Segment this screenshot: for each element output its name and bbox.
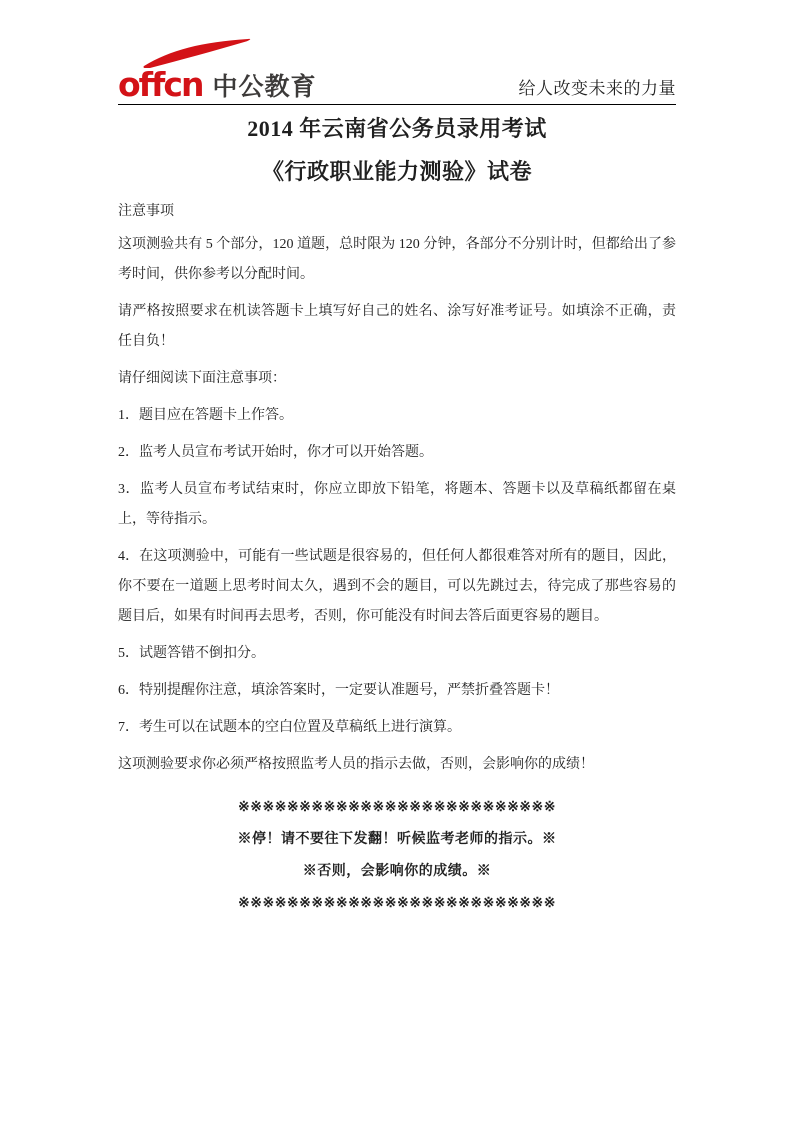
notice-paragraph: 请仔细阅读下面注意事项： bbox=[118, 371, 286, 386]
notice-section-label: 注意事项 bbox=[118, 204, 174, 219]
notice-item-2: 2．监考人员宣布考试开始时，你才可以开始答题。 bbox=[118, 445, 433, 460]
logo-text-cn: 中公教育 bbox=[212, 71, 317, 101]
warning-line-1: ※停！请不要往下发翻！听候监考老师的指示。※ bbox=[237, 832, 557, 847]
header bbox=[118, 52, 676, 104]
warning-block bbox=[118, 792, 676, 920]
notice-item-1: 1．题目应在答题卡上作答。 bbox=[118, 408, 293, 423]
logo-text-latin: offcn bbox=[118, 64, 203, 104]
header-tagline: 给人改变未来的力量 bbox=[518, 79, 676, 98]
offcn-swoosh-icon bbox=[140, 38, 252, 68]
warning-border-top: ※※※※※※※※※※※※※※※※※※※※※※※※※※ bbox=[238, 800, 556, 815]
notice-paragraph: 这项测验共有 5 个部分，120 道题，总时限为 120 分钟，各部分不分别计时，但都给出了参考时间，供你参考以分配时间。 bbox=[118, 237, 676, 282]
header-rule bbox=[118, 104, 676, 105]
notice-paragraph: 请严格按照要求在机读答题卡上填写好自己的姓名、涂写好准考证号。如填涂不正确，责任自负！ bbox=[118, 304, 676, 349]
notice-item-4: 4．在这项测验中，可能有一些试题是很容易的，但任何人都很难答对所有的题目，因此，你不要在一道题上思考时间太久，遇到不会的题目，可以先跳过去，待完成了那些容易的题目后，如果有时间再去思考，否则，你可能没有时间去答后面更容易的题目。 bbox=[118, 549, 676, 624]
notice-paragraph: 这项测验要求你必须严格按照监考人员的指示去做，否则，会影响你的成绩！ bbox=[118, 757, 594, 772]
exam-title: 2014 年云南省公务员录用考试 bbox=[247, 116, 547, 141]
notice-item-6: 6．特别提醒你注意，填涂答案时，一定要认准题号，严禁折叠答题卡！ bbox=[118, 683, 559, 698]
exam-subtitle: 《行政职业能力测验》试卷 bbox=[261, 159, 532, 184]
notice-item-5: 5．试题答错不倒扣分。 bbox=[118, 646, 265, 661]
offcn-logo bbox=[118, 52, 317, 104]
notice-section bbox=[118, 201, 676, 780]
notice-item-3: 3．监考人员宣布考试结束时，你应立即放下铅笔，将题本、答题卡以及草稿纸都留在桌上，等待指示。 bbox=[118, 482, 676, 527]
warning-border-bottom: ※※※※※※※※※※※※※※※※※※※※※※※※※※ bbox=[238, 896, 556, 911]
warning-line-2: ※否则，会影响你的成绩。※ bbox=[302, 864, 492, 879]
notice-item-7: 7．考生可以在试题本的空白位置及草稿纸上进行演算。 bbox=[118, 720, 461, 735]
